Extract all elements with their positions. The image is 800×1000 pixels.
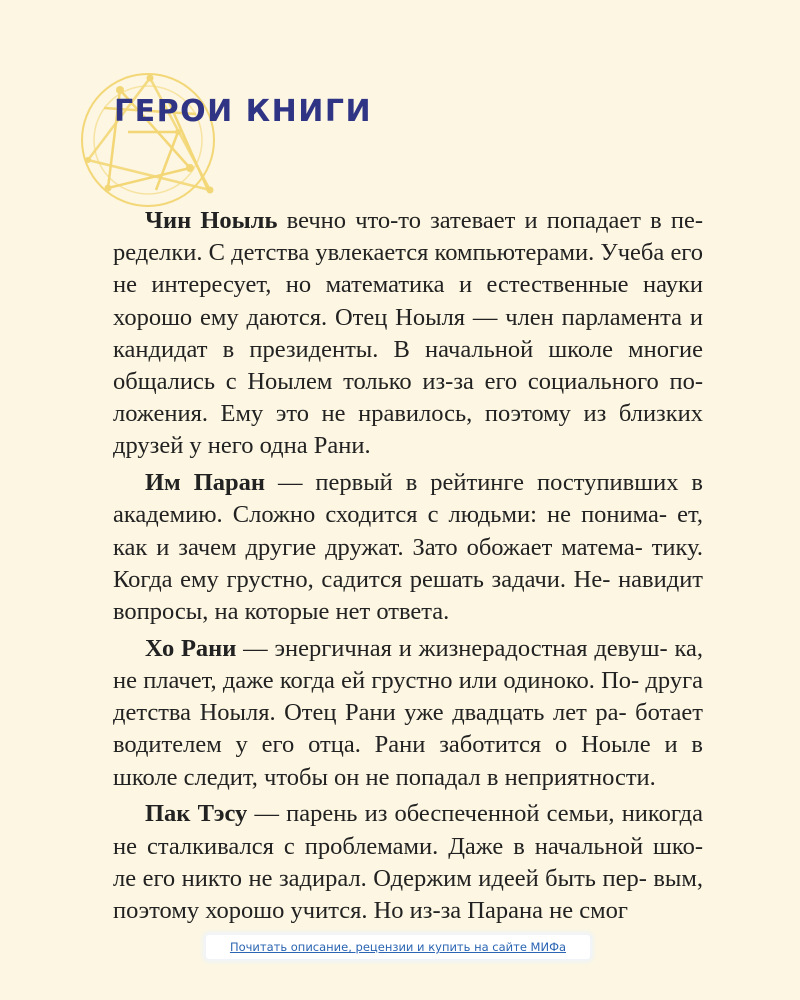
character-paragraph-rani: Хо Рани — энергичная и жизнерадостная девуш- ка, не плачет, даже когда ей грустно или одиноко. По- друга детства Ноыля. Отец Рани уже двадцать лет ра- ботает водителем у его отца. Рани заботится о Ноыле и в школе следит, чтобы он не попадал в неприятности. <box>113 634 704 791</box>
character-name: Пак Тэсу <box>145 800 248 828</box>
buy-book-link[interactable]: Почитать описание, рецензии и купить на сайте МИФа <box>206 935 590 959</box>
character-name: Чин Ноыль <box>145 207 278 234</box>
character-name: Им Паран <box>145 469 265 497</box>
character-paragraph-paran: Им Паран — первый в рейтинге поступивших в академию. Сложно сходится с людьми: не понима- ет, как и зачем другие дружат. Зато обожает матема- тику. Когда ему грустно, садится решать задачи. Не- навидит вопросы, на которые нет ответа. <box>113 469 704 626</box>
character-paragraph-noyl: Чин Ноыль вечно что-то затевает и попадает в пе- ределки. С детства увлекается компьютерами. Учеба его не интересует, но математика и естественные науки хорошо ему даются. Отец Ноыля — член парламента и кандидат в президенты. В начальной школе многие общались с Ноылем только из-за его социального по- ложения. Ему это не нравилось, поэтому из близких друзей у него одна Рани. <box>113 207 704 460</box>
character-name: Хо Рани <box>145 634 237 662</box>
page-title: ГЕРОИ КНИГИ <box>114 94 373 129</box>
character-list <box>113 205 703 932</box>
character-paragraph-taesu: Пак Тэсу — парень из обеспеченной семьи, никогда не сталкивался с проблемами. Даже в начальной шко- ле его никто не задирал. Одержим идеей быть пер- вым, поэтому хорошо учится. Но из-за Парана не смог <box>113 800 704 925</box>
